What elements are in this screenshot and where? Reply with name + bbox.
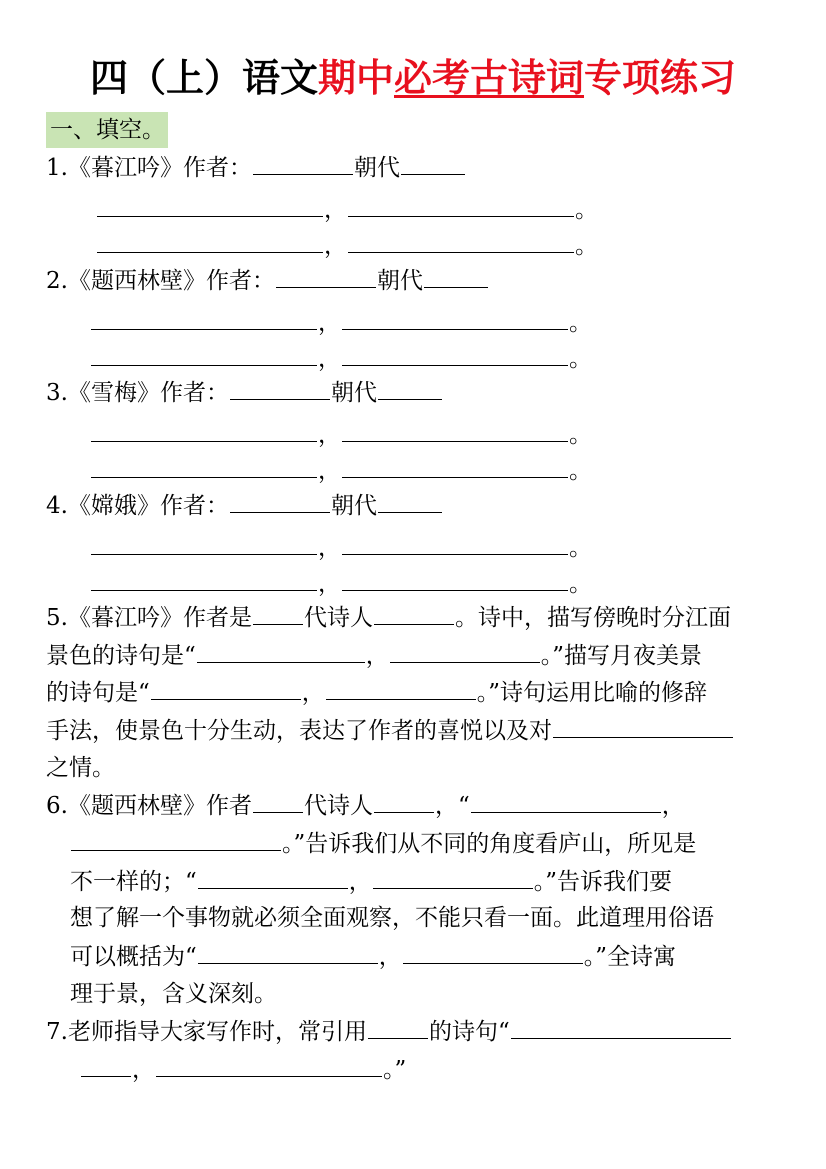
text: 代诗人 (303, 793, 373, 819)
period: 。 (575, 233, 598, 259)
text: ， (661, 793, 685, 819)
author-blank[interactable] (276, 265, 376, 288)
text: 。”全诗寓 (583, 944, 677, 970)
verse-blank[interactable] (342, 455, 568, 478)
question-6-line-2 (70, 828, 696, 859)
verse-blank[interactable] (91, 568, 317, 591)
question-1-verse-line-1 (96, 194, 598, 225)
title-practice: 专项练习 (584, 56, 737, 100)
verse-blank[interactable] (348, 230, 574, 253)
period: 。 (569, 458, 592, 484)
text: 不一样的；“ (70, 869, 197, 895)
verse-blank[interactable] (342, 343, 568, 366)
verse-blank[interactable] (91, 532, 317, 555)
comma: ， (318, 346, 341, 372)
comma: ， (318, 422, 341, 448)
question-6-line-5 (70, 941, 676, 972)
text: ， (301, 680, 325, 706)
verse-blank[interactable] (91, 455, 317, 478)
title-grade: 四（上）语文 (89, 56, 318, 100)
period: 。 (569, 346, 592, 372)
text: 。” (383, 1057, 407, 1083)
question-6-line-6 (70, 979, 277, 1009)
question-5-line-2 (46, 640, 702, 671)
question-6-line-3 (70, 866, 672, 897)
dynasty-blank[interactable] (378, 377, 442, 400)
text: 理于景，含义深刻。 (70, 981, 277, 1007)
verse-blank[interactable] (326, 677, 476, 700)
question-3-verse-line-2 (90, 455, 592, 486)
text: 可以概括为“ (70, 944, 197, 970)
verse-blank[interactable] (342, 419, 568, 442)
author-blank[interactable] (230, 377, 330, 400)
text: 6.《题西林壁》作者 (46, 793, 252, 819)
title-must-test: 必考古诗词 (394, 56, 585, 100)
text: ， (348, 869, 372, 895)
text: ，“ (434, 793, 470, 819)
text: 代诗人 (303, 605, 373, 631)
verse-blank[interactable] (97, 230, 323, 253)
question-5-line-1 (46, 602, 731, 633)
verse-blank[interactable] (156, 1054, 382, 1077)
question-1-header (46, 152, 466, 183)
text: 。”告诉我们要 (533, 869, 673, 895)
saying-blank[interactable] (403, 941, 583, 964)
text: 5.《暮江吟》作者是 (46, 605, 252, 631)
author-blank[interactable] (230, 490, 330, 513)
verse-blank[interactable] (91, 419, 317, 442)
verse-blank[interactable] (97, 194, 323, 217)
title-midterm: 期中 (317, 56, 394, 100)
poet-blank[interactable] (374, 602, 454, 625)
verse-blank[interactable] (373, 866, 533, 889)
verse-blank[interactable] (348, 194, 574, 217)
question-2-verse-line-1 (90, 307, 592, 338)
question-1-verse-line-2 (96, 230, 598, 261)
text: ， (378, 944, 402, 970)
question-6-line-1 (46, 790, 685, 821)
question-5-line-5 (46, 753, 115, 783)
question-4-header (46, 490, 443, 521)
text: 7.老师指导大家写作时，常引用 (46, 1019, 367, 1045)
text: 手法，使景色十分生动，表达了作者的喜悦以及对 (46, 718, 552, 744)
period: 。 (569, 422, 592, 448)
comma: ， (318, 571, 341, 597)
comma: ， (318, 310, 341, 336)
saying-blank[interactable] (198, 941, 378, 964)
text: 。”告诉我们从不同的角度看庐山，所见是 (282, 831, 697, 857)
text: 的诗句“ (428, 1019, 510, 1045)
verse-blank[interactable] (471, 790, 661, 813)
verse-blank[interactable] (91, 343, 317, 366)
comma: ， (318, 458, 341, 484)
dynasty-blank[interactable] (378, 490, 442, 513)
question-2-title: 2.《题西林壁》作者： (46, 268, 275, 294)
author-blank[interactable] (253, 152, 353, 175)
comma: ， (318, 535, 341, 561)
text: 景色的诗句是“ (46, 643, 196, 669)
verse-blank-continued[interactable] (81, 1054, 131, 1077)
period: 。 (575, 197, 598, 223)
page-title (0, 52, 826, 104)
verse-blank[interactable] (342, 532, 568, 555)
text: 之情。 (46, 755, 115, 781)
section-fill-blank-label: 一、填空。 (46, 112, 168, 148)
verse-blank[interactable] (151, 677, 301, 700)
dynasty-label: 朝代 (330, 493, 377, 519)
verse-blank[interactable] (198, 866, 348, 889)
verse-blank[interactable] (342, 568, 568, 591)
question-4-title: 4.《嫦娥》作者： (46, 493, 229, 519)
verse-blank[interactable] (511, 1016, 731, 1039)
verse-blank[interactable] (390, 640, 540, 663)
verse-blank[interactable] (91, 307, 317, 330)
poet-blank[interactable] (374, 790, 434, 813)
period: 。 (569, 535, 592, 561)
verse-blank[interactable] (197, 640, 365, 663)
question-1-title: 1.《暮江吟》作者： (46, 155, 252, 181)
verse-blank[interactable] (71, 828, 281, 851)
question-6-line-4 (70, 903, 714, 933)
verse-blank[interactable] (342, 307, 568, 330)
question-5-line-3 (46, 677, 707, 708)
question-4-verse-line-1 (90, 532, 592, 563)
era-blank[interactable] (253, 790, 303, 813)
text: ， (365, 643, 389, 669)
dynasty-label: 朝代 (353, 155, 400, 181)
period: 。 (569, 571, 592, 597)
dynasty-blank[interactable] (424, 265, 488, 288)
text: 想了解一个事物就必须全面观察，不能只看一面。此道理用俗语 (70, 905, 714, 931)
question-7-line-2 (80, 1054, 406, 1085)
period: 。 (569, 310, 592, 336)
dynasty-blank[interactable] (401, 152, 465, 175)
era-blank[interactable] (253, 602, 303, 625)
question-5-line-4 (46, 715, 734, 746)
poet-blank[interactable] (368, 1016, 428, 1039)
question-2-header (46, 265, 489, 296)
emotion-blank[interactable] (553, 715, 733, 738)
question-3-header (46, 377, 443, 408)
question-4-verse-line-2 (90, 568, 592, 599)
text: 。诗中，描写傍晚时分江面 (454, 605, 731, 631)
text: 。”描写月夜美景 (540, 643, 703, 669)
comma: ， (324, 233, 347, 259)
text: 的诗句是“ (46, 680, 150, 706)
question-3-title: 3.《雪梅》作者： (46, 380, 229, 406)
question-2-verse-line-2 (90, 343, 592, 374)
dynasty-label: 朝代 (376, 268, 423, 294)
dynasty-label: 朝代 (330, 380, 377, 406)
text: ， (132, 1057, 155, 1083)
question-3-verse-line-1 (90, 419, 592, 450)
text: 。”诗句运用比喻的修辞 (476, 680, 708, 706)
comma: ， (324, 197, 347, 223)
question-7-line-1 (46, 1016, 732, 1047)
